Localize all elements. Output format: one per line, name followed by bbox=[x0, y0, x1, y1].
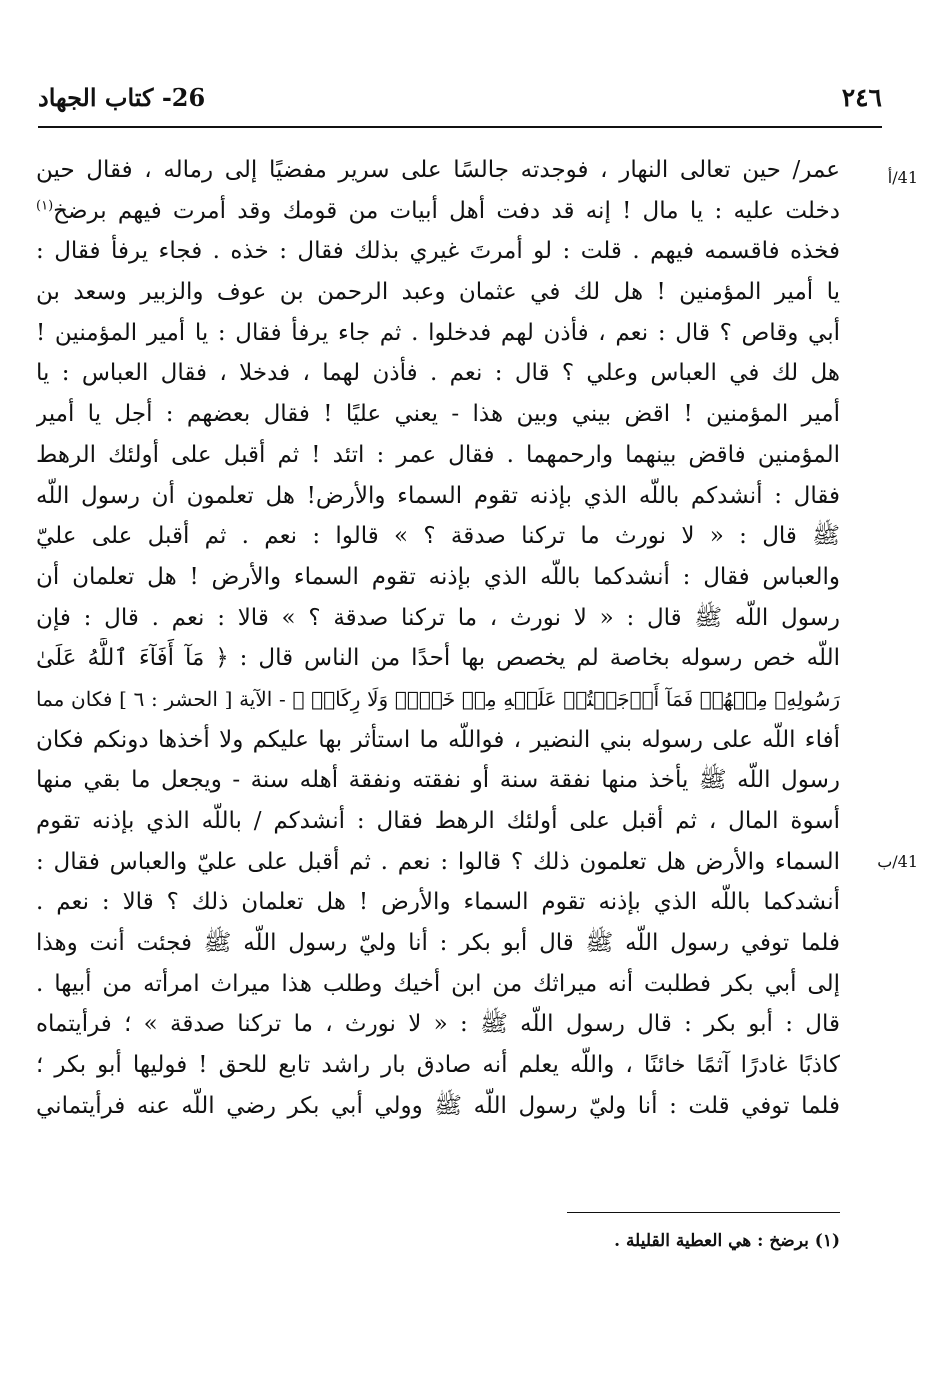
text-line: عمر/ حين تعالى النهار ، فوجدته جالسًا على سرير مفضيًا إلى رماله ، فقال حين bbox=[36, 157, 840, 183]
margin-folio-marker: 41/ب bbox=[877, 852, 918, 871]
text-line: فخذه فاقسمه فيهم . قلت : لو أمرتَ غيري بذلك فقال : خذه . فجاء يرفأ فقال : bbox=[36, 238, 840, 265]
text-line: أفاء اللّه على رسوله بني النضير ، فواللّه ما استأثر بها عليكم ولا أخذها دونكم فكان bbox=[36, 726, 840, 753]
text-line: إلى أبي بكر فطلبت أنه ميراثك من ابن أخيك وطلب هذا ميراث امرأته من أبيها . bbox=[36, 970, 840, 997]
text-line bbox=[36, 191, 840, 232]
text-line: كاذبًا غادرًا آثمًا خائنًا ، واللّه يعلم أنه صادق بار راشد تابع للحق ! فوليها أبو بكر ؛ bbox=[36, 1052, 840, 1079]
text-line: أمير المؤمنين ! اقض بيني وبين هذا - يعني عليًا ! فقال بعضهم : أجل يا أمير bbox=[36, 401, 840, 428]
text-line: أنشدكما باللّه الذي بإذنه تقوم السماء والأرض ! هل تعلمان ذلك ؟ قالا : نعم . bbox=[36, 889, 840, 916]
margin-folio-marker: 41/أ bbox=[887, 168, 918, 187]
main-text bbox=[36, 150, 840, 1127]
text-line: هل لك في العباس وعلي ؟ قال : نعم . فأذن لهما ، فدخلا ، فقال العباس : يا bbox=[36, 360, 840, 387]
footnote-divider bbox=[567, 1212, 840, 1213]
chapter-title: 26- كتاب الجهاد bbox=[38, 83, 206, 112]
text-line-content: دخلت عليه : يا مال ! إنه قد دفت أهل أبيات من قومك وقد أمرت فيهم برضخ bbox=[53, 197, 840, 224]
text-line: فلما توفي رسول اللّه ﷺ قال أبو بكر : أنا وليّ رسول اللّه ﷺ فجئت أنت وهذا bbox=[36, 930, 840, 957]
text-line: رسول اللّه ﷺ يأخذ منها نفقة سنة أو نفقته ونفقة أهله سنة - ويجعل ما بقي منها bbox=[36, 767, 840, 794]
quran-verse-line: رَسُولِهِۦ مِنۡهُمۡ فَمَآ أَوۡجَفۡتُمۡ عَلَيۡهِ مِنۡ خَيۡلٖ وَلَا رِكَابٖ ﴾ - الآية [ الحشر : ٦ ] فكان مما bbox=[36, 686, 840, 711]
text-line: فقال : أنشدكم باللّه الذي بإذنه تقوم السماء والأرض! هل تعلمون أن رسول اللّه bbox=[36, 482, 840, 509]
quran-verse-line: اللّه خص رسوله بخاصة لم يخصص بها أحدًا من الناس قال : ﴿ مَآ أَفَآءَ ٱللَّهُ عَلَىٰ bbox=[36, 645, 840, 672]
text-line: ﷺ قال : « لا نورث ما تركنا صدقة ؟ » قالوا : نعم . ثم أقبل على عليّ bbox=[36, 523, 840, 550]
header-divider bbox=[38, 126, 882, 128]
text-line: والعباس فقال : أنشدكما باللّه الذي بإذنه تقوم السماء والأرض ! هل تعلمان أن bbox=[36, 563, 840, 590]
text-line: يا أمير المؤمنين ! هل لك في عثمان وعبد الرحمن بن عوف والزبير وسعد بن bbox=[36, 279, 840, 306]
text-line: أسوة المال ، ثم أقبل على أولئك الرهط فقال : أنشدكم / باللّه الذي بإذنه تقوم bbox=[36, 808, 840, 834]
text-line: فلما توفي قلت : أنا وليّ رسول اللّه ﷺ وولي أبي بكر رضي اللّه عنه فرأيتماني bbox=[36, 1092, 840, 1119]
text-line: المؤمنين فاقض بينهما وارحمهما . فقال عمر : اتئد ! ثم أقبل على أولئك الرهط bbox=[36, 441, 840, 468]
text-line: رسول اللّه ﷺ قال : « لا نورث ، ما تركنا صدقة ؟ » قالا : نعم . قال : فإن bbox=[36, 604, 840, 631]
footnote: (١) برضخ : هي العطية القليلة . bbox=[614, 1231, 840, 1251]
page-header bbox=[38, 82, 882, 118]
text-line: أبي وقاص ؟ قال : نعم ، فأذن لهم فدخلوا . ثم جاء يرفأ فقال : يا أمير المؤمنين ! bbox=[36, 319, 840, 346]
text-line: السماء والأرض هل تعلمون ذلك ؟ قالوا : نعم . ثم أقبل على عليّ والعباس فقال : bbox=[36, 848, 840, 875]
footnote-reference: (١) bbox=[36, 198, 54, 214]
page-number: ٢٤٦ bbox=[841, 83, 882, 112]
text-line: قال : أبو بكر : قال رسول اللّه ﷺ : « لا نورث ، ما تركنا صدقة » ؛ فرأيتماه bbox=[36, 1011, 840, 1038]
